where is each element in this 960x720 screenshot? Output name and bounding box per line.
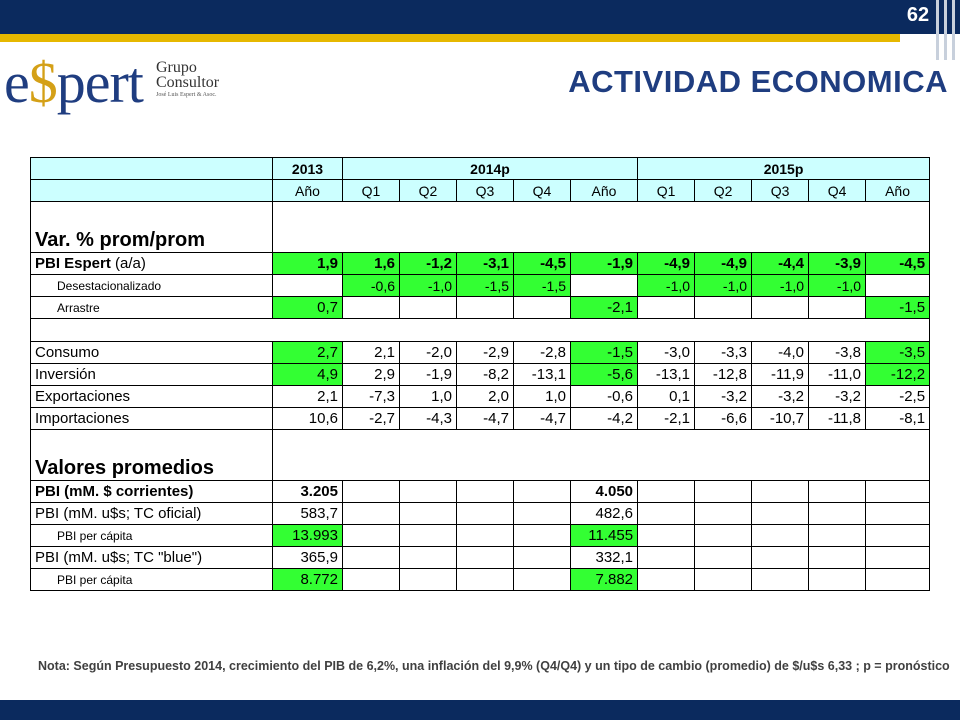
- section-title: Var. % prom/prom: [31, 202, 273, 253]
- col-header: Q1: [343, 180, 400, 202]
- value-cell: 8.772: [273, 569, 343, 591]
- value-cell: 2,9: [343, 364, 400, 386]
- col-header: Q3: [457, 180, 514, 202]
- value-cell: 13.993: [273, 525, 343, 547]
- row-arrastre: [31, 297, 930, 319]
- value-cell: -3,0: [638, 342, 695, 364]
- value-cell: [866, 547, 930, 569]
- page-number: 62: [906, 4, 930, 26]
- value-cell: -11,9: [752, 364, 809, 386]
- value-cell: [809, 297, 866, 319]
- col-header: Q3: [752, 180, 809, 202]
- value-cell: 3.205: [273, 481, 343, 503]
- value-cell: [400, 481, 457, 503]
- row-label: Desestacionalizado: [31, 275, 273, 297]
- value-cell: [343, 503, 400, 525]
- value-cell: [752, 547, 809, 569]
- value-cell: -1,0: [400, 275, 457, 297]
- value-cell: [457, 525, 514, 547]
- header-blank: [31, 158, 273, 180]
- value-cell: -2,8: [514, 342, 571, 364]
- value-cell: 7.882: [571, 569, 638, 591]
- value-cell: -2,7: [343, 408, 400, 430]
- value-cell: [866, 275, 930, 297]
- value-cell: [514, 503, 571, 525]
- col-header: Q4: [809, 180, 866, 202]
- value-cell: -4,0: [752, 342, 809, 364]
- value-cell: -3,1: [457, 253, 514, 275]
- value-cell: 583,7: [273, 503, 343, 525]
- value-cell: -12,2: [866, 364, 930, 386]
- espert-logo: [4, 50, 234, 116]
- value-cell: [809, 547, 866, 569]
- value-cell: [343, 481, 400, 503]
- spacer-row: [31, 319, 930, 342]
- bottom-bar: [0, 700, 960, 720]
- value-cell: 2,1: [273, 386, 343, 408]
- row-label: PBI per cápita: [31, 569, 273, 591]
- year-2014p: 2014p: [343, 158, 638, 180]
- value-cell: -3,9: [809, 253, 866, 275]
- row-desestacionalizado: [31, 275, 930, 297]
- value-cell: [866, 525, 930, 547]
- value-cell: -8,1: [866, 408, 930, 430]
- row-pbi-corrientes: [31, 481, 930, 503]
- economic-activity-table: [30, 157, 930, 591]
- value-cell: -10,7: [752, 408, 809, 430]
- top-bar: [0, 0, 960, 34]
- value-cell: -13,1: [514, 364, 571, 386]
- value-cell: 11.455: [571, 525, 638, 547]
- value-cell: -1,5: [514, 275, 571, 297]
- value-cell: [514, 569, 571, 591]
- value-cell: [343, 525, 400, 547]
- value-cell: [752, 525, 809, 547]
- row-label: PBI (mM. u$s; TC "blue"): [31, 547, 273, 569]
- value-cell: -4,7: [457, 408, 514, 430]
- value-cell: -0,6: [571, 386, 638, 408]
- value-cell: [638, 481, 695, 503]
- row-label: PBI (mM. u$s; TC oficial): [31, 503, 273, 525]
- header-blank: [31, 180, 273, 202]
- value-cell: -4,9: [695, 253, 752, 275]
- slide-title: ACTIVIDAD ECONOMICA: [568, 64, 948, 99]
- col-header: Año: [571, 180, 638, 202]
- value-cell: [638, 503, 695, 525]
- decor-stripe: [952, 0, 955, 60]
- value-cell: [400, 569, 457, 591]
- row-inversion: [31, 364, 930, 386]
- col-header: Q4: [514, 180, 571, 202]
- value-cell: [695, 297, 752, 319]
- value-cell: -3,8: [809, 342, 866, 364]
- value-cell: 1,6: [343, 253, 400, 275]
- value-cell: -3,2: [752, 386, 809, 408]
- value-cell: -4,9: [638, 253, 695, 275]
- value-cell: -1,0: [752, 275, 809, 297]
- value-cell: 1,0: [514, 386, 571, 408]
- value-cell: -2,9: [457, 342, 514, 364]
- row-label: PBI (mM. $ corrientes): [31, 481, 273, 503]
- value-cell: -4,5: [514, 253, 571, 275]
- value-cell: -2,0: [400, 342, 457, 364]
- value-cell: -6,6: [695, 408, 752, 430]
- value-cell: -7,3: [343, 386, 400, 408]
- value-cell: -4,4: [752, 253, 809, 275]
- value-cell: 2,7: [273, 342, 343, 364]
- value-cell: 10,6: [273, 408, 343, 430]
- footnote: Nota: Según Presupuesto 2014, crecimiento del PIB de 6,2%, una inflación del 9,9% (Q4/Q4) y un tipo de cambio (promedio) de $/u$s 6,33 ; p = pronóstico: [38, 659, 950, 673]
- value-cell: [638, 525, 695, 547]
- value-cell: [457, 481, 514, 503]
- row-pc-blue: [31, 569, 930, 591]
- value-cell: -11,8: [809, 408, 866, 430]
- value-cell: -5,6: [571, 364, 638, 386]
- value-cell: -4,2: [571, 408, 638, 430]
- value-cell: -12,8: [695, 364, 752, 386]
- value-cell: -1,5: [866, 297, 930, 319]
- value-cell: [752, 569, 809, 591]
- value-cell: 1,9: [273, 253, 343, 275]
- row-pbi-usd-blue: [31, 547, 930, 569]
- value-cell: [457, 569, 514, 591]
- year-header-row: [31, 158, 930, 180]
- value-cell: [514, 525, 571, 547]
- value-cell: [809, 569, 866, 591]
- gold-accent-bar: [0, 34, 900, 42]
- value-cell: 0,7: [273, 297, 343, 319]
- value-cell: 4.050: [571, 481, 638, 503]
- value-cell: [571, 275, 638, 297]
- value-cell: -2,1: [638, 408, 695, 430]
- logo-wordmark: e$pert: [4, 50, 143, 115]
- section-title: Valores promedios: [31, 430, 273, 481]
- row-label: PBI Espert (a/a): [31, 253, 273, 275]
- value-cell: -11,0: [809, 364, 866, 386]
- row-pc-oficial: [31, 525, 930, 547]
- value-cell: [400, 503, 457, 525]
- value-cell: -4,7: [514, 408, 571, 430]
- value-cell: 365,9: [273, 547, 343, 569]
- value-cell: [400, 525, 457, 547]
- value-cell: [457, 503, 514, 525]
- row-pbi-usd-oficial: [31, 503, 930, 525]
- value-cell: -8,2: [457, 364, 514, 386]
- value-cell: -4,5: [866, 253, 930, 275]
- value-cell: -1,0: [695, 275, 752, 297]
- logo-subtitle: Grupo Consultor: [156, 59, 220, 91]
- value-cell: -1,9: [400, 364, 457, 386]
- value-cell: [866, 481, 930, 503]
- value-cell: -0,6: [343, 275, 400, 297]
- value-cell: -13,1: [638, 364, 695, 386]
- value-cell: [514, 297, 571, 319]
- row-importaciones: [31, 408, 930, 430]
- value-cell: [695, 547, 752, 569]
- value-cell: [457, 297, 514, 319]
- value-cell: [752, 503, 809, 525]
- value-cell: [638, 547, 695, 569]
- col-header: Q2: [695, 180, 752, 202]
- value-cell: [752, 297, 809, 319]
- value-cell: -2,1: [571, 297, 638, 319]
- value-cell: [809, 481, 866, 503]
- value-cell: 2,0: [457, 386, 514, 408]
- value-cell: 0,1: [638, 386, 695, 408]
- value-cell: -1,2: [400, 253, 457, 275]
- value-cell: [809, 525, 866, 547]
- value-cell: 4,9: [273, 364, 343, 386]
- value-cell: -2,5: [866, 386, 930, 408]
- value-cell: [638, 569, 695, 591]
- logo-tagline: José Luis Espert & Asoc.: [156, 92, 217, 98]
- col-header: Año: [866, 180, 930, 202]
- value-cell: -1,9: [571, 253, 638, 275]
- value-cell: -4,3: [400, 408, 457, 430]
- value-cell: -1,5: [571, 342, 638, 364]
- row-label: Arrastre: [31, 297, 273, 319]
- section-valores-row: [31, 430, 930, 481]
- col-header: Año: [273, 180, 343, 202]
- year-2015p: 2015p: [638, 158, 930, 180]
- value-cell: -3,5: [866, 342, 930, 364]
- value-cell: [343, 569, 400, 591]
- row-label: Consumo: [31, 342, 273, 364]
- value-cell: [638, 297, 695, 319]
- row-consumo: [31, 342, 930, 364]
- row-label: Exportaciones: [31, 386, 273, 408]
- decor-stripe: [944, 0, 947, 60]
- value-cell: [514, 547, 571, 569]
- value-cell: [752, 481, 809, 503]
- value-cell: [695, 569, 752, 591]
- decor-stripe: [936, 0, 939, 60]
- value-cell: 1,0: [400, 386, 457, 408]
- value-cell: [695, 525, 752, 547]
- value-cell: [866, 569, 930, 591]
- value-cell: 482,6: [571, 503, 638, 525]
- value-cell: [695, 503, 752, 525]
- value-cell: 332,1: [571, 547, 638, 569]
- row-label: Inversión: [31, 364, 273, 386]
- value-cell: -3,3: [695, 342, 752, 364]
- value-cell: [400, 297, 457, 319]
- value-cell: -1,0: [809, 275, 866, 297]
- value-cell: [695, 481, 752, 503]
- value-cell: [514, 481, 571, 503]
- value-cell: [400, 547, 457, 569]
- value-cell: -3,2: [695, 386, 752, 408]
- value-cell: [343, 547, 400, 569]
- row-label: Importaciones: [31, 408, 273, 430]
- row-pbi-espert: [31, 253, 930, 275]
- value-cell: [457, 547, 514, 569]
- row-label: PBI per cápita: [31, 525, 273, 547]
- value-cell: [866, 503, 930, 525]
- value-cell: 2,1: [343, 342, 400, 364]
- year-2013: 2013: [273, 158, 343, 180]
- value-cell: [809, 503, 866, 525]
- col-header: Q1: [638, 180, 695, 202]
- value-cell: -1,0: [638, 275, 695, 297]
- row-exportaciones: [31, 386, 930, 408]
- value-cell: -1,5: [457, 275, 514, 297]
- value-cell: -3,2: [809, 386, 866, 408]
- section-var-row: [31, 202, 930, 253]
- period-header-row: [31, 180, 930, 202]
- col-header: Q2: [400, 180, 457, 202]
- value-cell: [343, 297, 400, 319]
- value-cell: [273, 275, 343, 297]
